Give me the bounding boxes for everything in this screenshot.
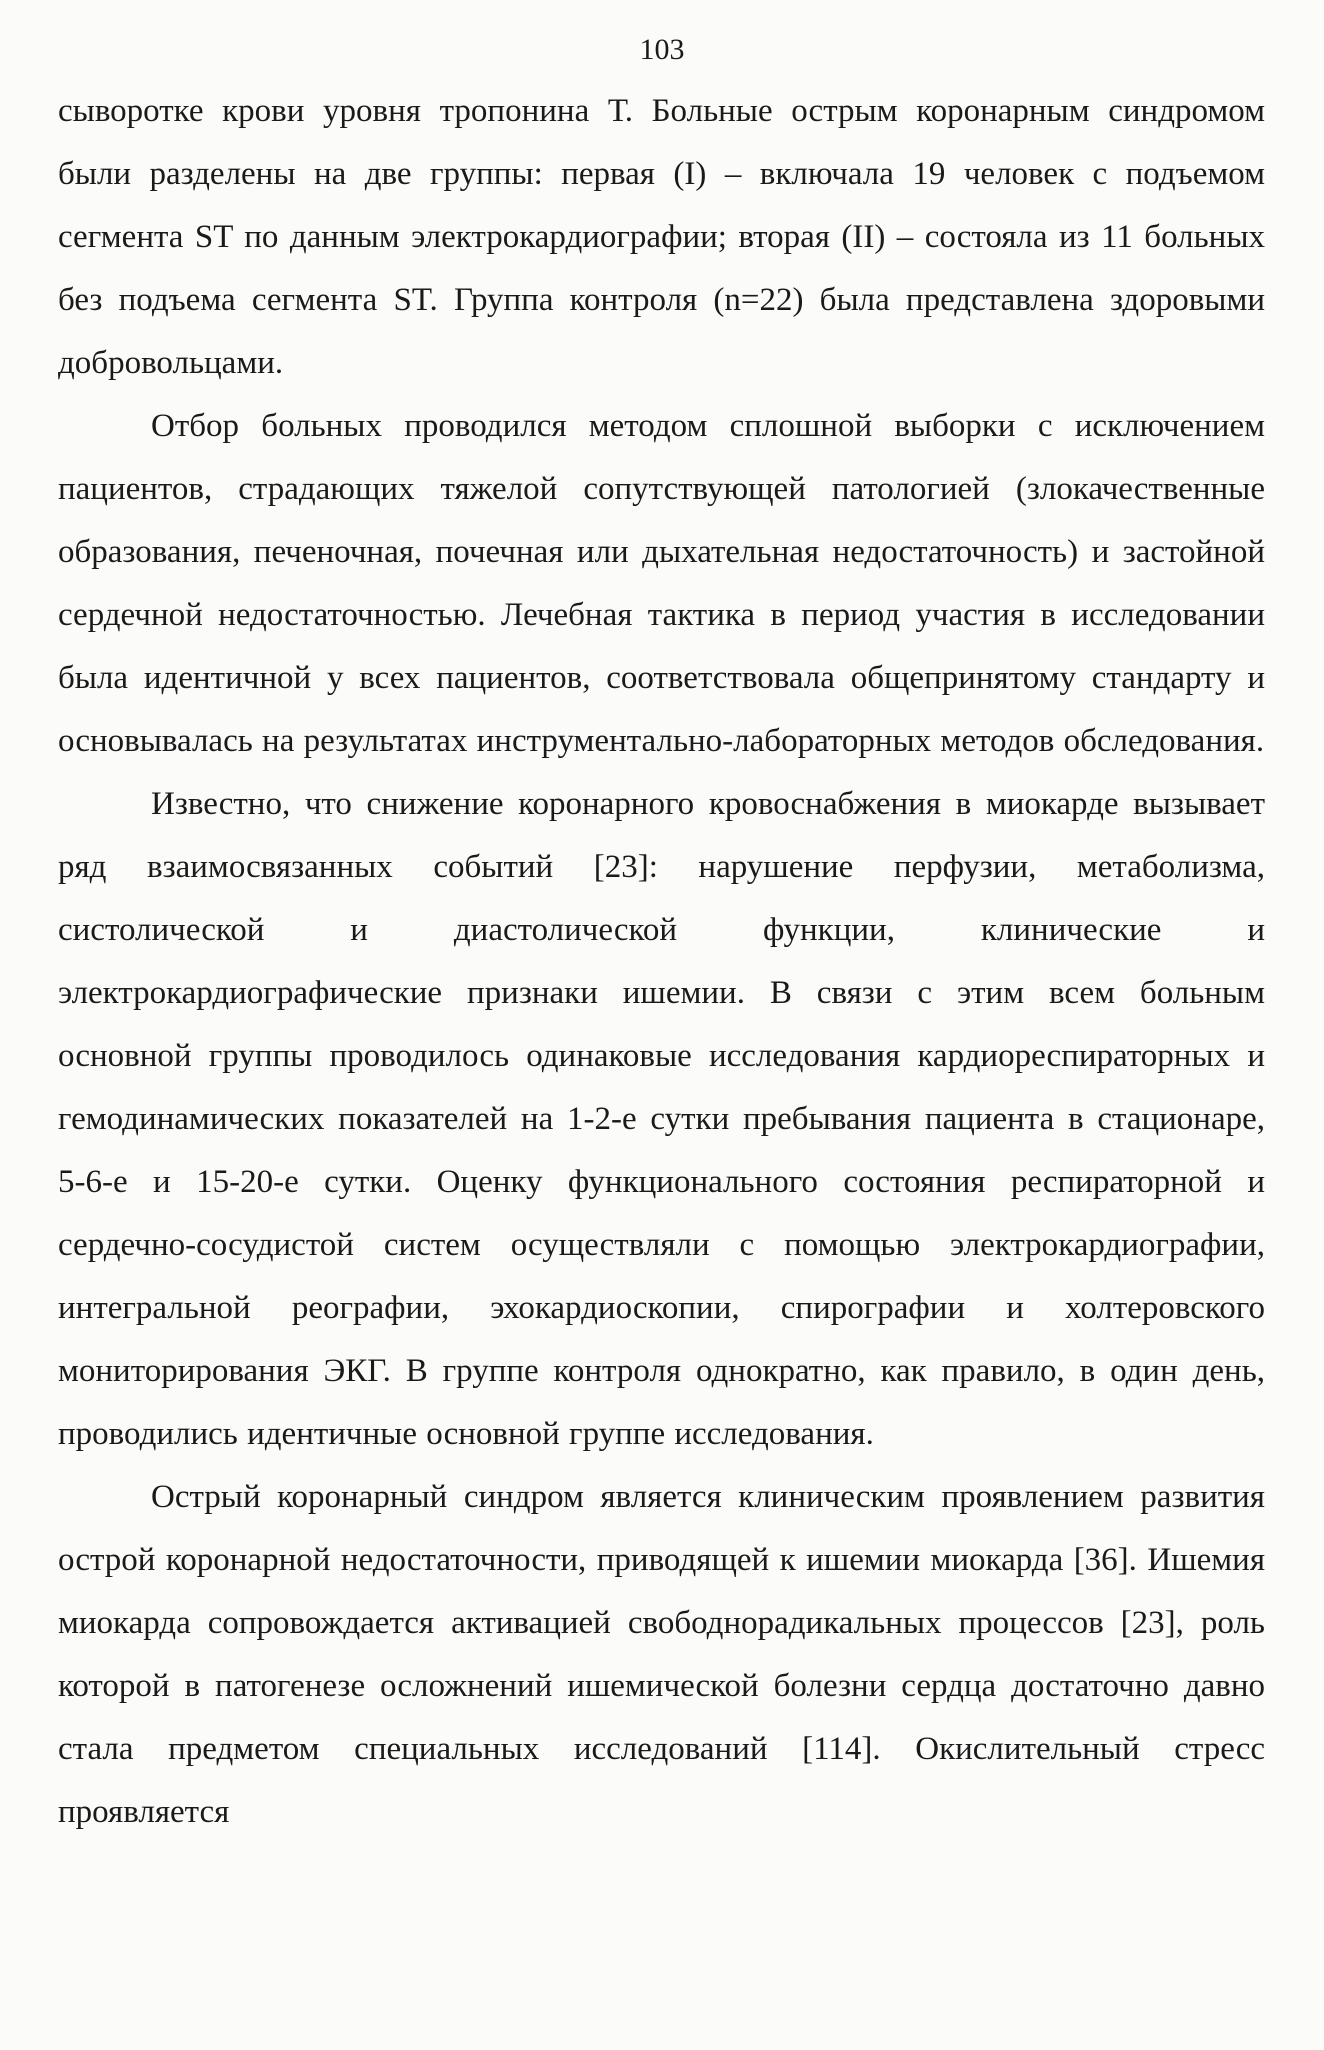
- paragraph-continuation: сыворотке крови уровня тропонина Т. Больные острым коронарным синдромом были разделены на две группы: первая (I) – включала 19 человек с подъемом сегмента ST по данным электрокардиографии; вторая (II) – состояла из 11 больных без подъема сегмента ST. Группа контроля (n=22) была представлена здоровыми добровольцами.: [58, 93, 1265, 381]
- paragraph-ischemia-studies: Известно, что снижение коронарного кровоснабжения в миокарде вызывает ряд взаимосвязанных событий [23]: нарушение перфузии, метаболизма, систолической и диастолической функции, клинические и электрокардиографические признаки ишемии. В связи с этим всем больным основной группы проводилось одинаковые исследования кардиореспираторных и гемодинамических показателей на 1-2-е сутки пребывания пациента в стационаре, 5-6-е и 15-20-е сутки. Оценку функционального состояния респираторной и сердечно-сосудистой систем осуществляли с помощью электрокардиографии, интегральной реографии, эхокардиоскопии, спирографии и холтеровского мониторирования ЭКГ. В группе контроля однократно, как правило, в один день, проводились идентичные основной группе исследования.: [58, 786, 1265, 1452]
- page-body: [58, 80, 1265, 1844]
- paragraph-acute-coronary-syndrome: Острый коронарный синдром является клиническим проявлением развития острой коронарной недостаточности, приводящей к ишемии миокарда [36]. Ишемия миокарда сопровождается активацией свободнорадикальных процессов [23], роль которой в патогенезе осложнений ишемической болезни сердца достаточно давно стала предметом специальных исследований [114]. Окислительный стресс проявляется: [58, 1479, 1265, 1830]
- paragraph-patient-selection: Отбор больных проводился методом сплошной выборки с исключением пациентов, страдающих тяжелой сопутствующей патологией (злокачественные образования, печеночная, почечная или дыхательная недостаточность) и застойной сердечной недостаточностью. Лечебная тактика в период участия в исследовании была идентичной у всех пациентов, соответствовала общепринятому стандарту и основывалась на результатах инструментально-лабораторных методов обследования.: [58, 408, 1265, 759]
- page-number: 103: [639, 33, 685, 66]
